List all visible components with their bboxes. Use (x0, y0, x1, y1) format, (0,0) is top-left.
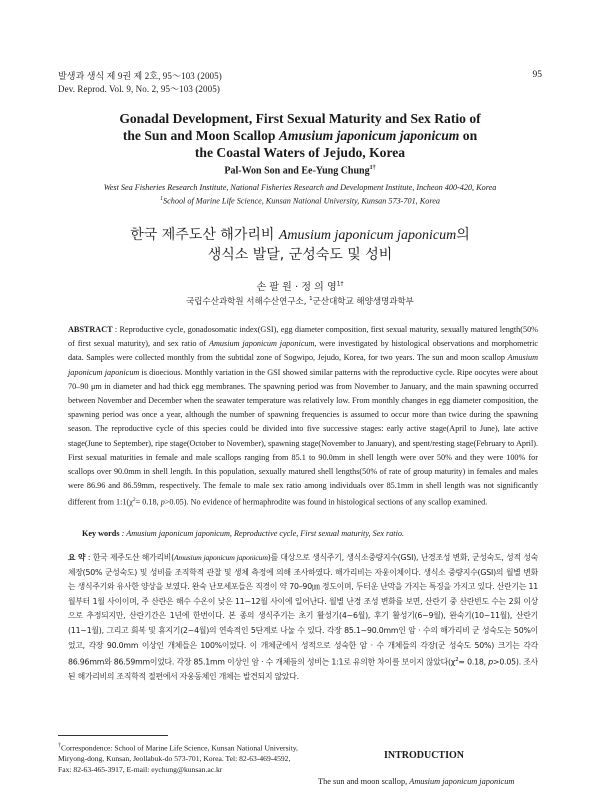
keywords (82, 529, 538, 538)
correspondence-footnote (58, 741, 298, 775)
abstract-text: = 0.18, (135, 498, 161, 508)
korean-abstract-species: Amusium japonicum japonicum (173, 553, 268, 562)
korean-title-line-2: 생식소 발달, 군성숙도 및 성비 (207, 247, 393, 263)
title-line-2 (58, 127, 542, 144)
korean-title-line-1 (0, 226, 600, 245)
korean-title-species: Amusium japonicum japonicum (278, 228, 457, 243)
author-superscript: 1† (369, 165, 376, 171)
journal-header-english: Dev. Reprod. Vol. 9, No. 2, 95～103 (2005) (58, 84, 220, 94)
title-text: the Sun and Moon Scallop (122, 128, 279, 143)
abstract (68, 323, 538, 510)
footnote-marker: † (58, 743, 61, 749)
p-value-symbol: p (488, 657, 493, 667)
korean-affiliation-text: 군산대학교 해양생명과학부 (312, 297, 414, 307)
korean-affiliation-text: 국립수산과학원 서해수산연구소, (186, 297, 310, 307)
korean-affiliation-superscript: 1 (309, 296, 313, 303)
affiliation-1: West Sea Fisheries Research Institute, National Fisheries Research and Development Institute, Incheon 400-420, Korea (103, 183, 497, 192)
abstract-species: Amusium japonicum japonicum (209, 339, 315, 349)
korean-author-superscript: 1† (336, 280, 344, 288)
title-line-1: Gonadal Development, First Sexual Maturity and Sex Ratio of (119, 111, 481, 126)
title-line-3: the Coastal Waters of Jejudo, Korea (194, 145, 406, 160)
footnote-text: Correspondence: School of Marine Life Science, Kunsan National University, Miryong-dong, Kunsan, Jeollabuk-do 573-701, Korea. Tel: 82-63-469-4592, Fax: 82-63-465-3917, E-mail: eychung@kunsan.ac.kr (58, 743, 298, 774)
authors (0, 165, 600, 176)
introduction-heading: INTRODUCTION (383, 750, 464, 761)
abstract-species: Amusium japonicum japonicum (68, 353, 538, 377)
chi-superscript: 2 (132, 497, 136, 504)
title-text: on (459, 128, 478, 143)
introduction-first-line (318, 777, 548, 786)
chi-superscript: 2 (455, 657, 459, 664)
abstract-text: , were investigated by histological observations and morphometric data. Samples were collected monthly from the subtidal zone of Sogwipo, Jejudo, Korea, for two years. The sun and moon scallop (68, 339, 539, 363)
title-species: Amusium japonicum japonicum (278, 128, 460, 143)
keywords-text: : Amusium japonicum japonicum, Reproductive cycle, First sexual maturity, Sex ratio. (119, 529, 404, 538)
affiliation-superscript: 1 (160, 196, 164, 202)
korean-abstract (68, 551, 538, 685)
introduction-text: The sun and moon scallop, (318, 777, 410, 786)
korean-author-names: 손 팔 원 · 정 의 영 (256, 282, 337, 293)
korean-title-text: 한국 제주도산 해가리비 (130, 227, 279, 243)
author-names: Pal-Won Son and Ee-Yung Chung (224, 165, 370, 177)
page-number: 95 (532, 70, 542, 80)
korean-affiliation (0, 295, 600, 307)
p-value-symbol: p (160, 498, 165, 508)
journal-header-korean: 발생과 생식 제 9권 제 2호, 95～103 (2005) (58, 71, 222, 81)
korean-abstract-text: : 한국 제주도산 해가리비( (85, 553, 174, 562)
affiliation-text: School of Marine Life Science, Kunsan National University, Kunsan 573-701, Korea (163, 196, 440, 206)
keywords-label: Key words (82, 529, 120, 538)
korean-abstract-label: 요 약 (68, 553, 86, 562)
korean-title-text: 의 (456, 227, 470, 243)
korean-abstract-text: >0.05). 조사된 해가리비의 조직학적 절편에서 자웅동체인 개체는 발견되지 않았다. (68, 657, 538, 682)
paper-title (58, 110, 542, 161)
korean-abstract-text: )를 대상으로 생식주기, 생식소중량지수(GSI), 난경조성 변화, 군성숙도, 성적 성숙체장(50% 군성숙도) 및 성비를 조직학적 관찰 및 생체 측정에 의해 조사하였다. 해가리비는 자웅이체이다. 생식소 중량지수(GSI)의 월별 변화는 생식주기와 유사한 양상을 보였다. 완숙 난모세포들은 직경이 약 70–90㎛ 정도이며, 두터운 난막을 가지는 특징을 가지고 있다. 산란기는 11월부터 1월 사이이며, 주 산란은 해수 수온이 낮은 11~12월 사이에 일어난다. 월별 난경 조성 변화를 보면, 산란기 중 산란빈도 수는 2회 이상으로 추정되지만, 산란기간은 1년에 한번이다. 본 종의 생식주기는 초기 활성기(4~6월), 후기 활성기(6~9월), 완숙기(10~11월), 산란기(11~1월), 그리고 회복 및 휴지기(2~4월)의 연속적인 5단계로 나눌 수 있다. 각장 85.1~90.0mm인 암 · 수의 해가리비 군 성숙도는 50%이었고, 각장 90.0mm 이상인 개체들은 100%이었다. 이 개체군에서 성적으로 성숙한 암 · 수 개체들의 각장(군 성숙도 50%) 크기는 각각 86.96mm와 86.59mm이었다. 각장 85.1mm 이상인 암 · 수 개체들의 성비는 1:1로 유의한 차이를 보이지 않았다(χ (68, 553, 538, 667)
abstract-text: : Reproductive cycle, gonadosomatic index(GSI), egg diameter composition, first sexual maturity, sexually matured length(50% of first sexual maturity), and sex ratio of (68, 325, 538, 349)
korean-authors (0, 278, 600, 293)
abstract-text: >0.05). No evidence of hermaphrodite was found in histological sections of any scallop examined. (164, 498, 488, 508)
footnote-divider (58, 735, 168, 736)
abstract-label: ABSTRACT (68, 325, 113, 334)
korean-abstract-text: = 0.18, (458, 657, 489, 667)
affiliation-2 (30, 194, 570, 207)
introduction-species: Amusium japonicum japonicum (409, 777, 515, 786)
abstract-text: is dioecious. Monthly variation in the GSI showed similar patterns with the reproductive cycle. Ripe oocytes were about 70–90 μm in diameter and had thick egg membranes. The spawning period was from November to January, and the main spawning occurred between November and December when the seawater temperature was relatively low. From monthly changes in egg diameter composition, the spawning period was once a year, although the number of spawning frequencies is assumed to occur more than twice during the spawning season. The reproductive cycle of this species could be divided into five successive stages: early active stage(April to June), late active stage(June to September), ripe stage(October to November), spawning stage(November to January), and spent/resting stage(February to April). First sexual maturities in female and male scallops ranging from 85.1 to 90.0mm in shell length were over 50% and they were 100% for scallops over 90.0mm in shell length. In this population, sexually matured shell lengths(50% of rate of group maturity) in females and males were 86.96 and 86.59mm, respectively. The female to male sex ratio among individuals over 85.1mm in shell length was not significantly different from 1:1(χ (68, 367, 538, 508)
